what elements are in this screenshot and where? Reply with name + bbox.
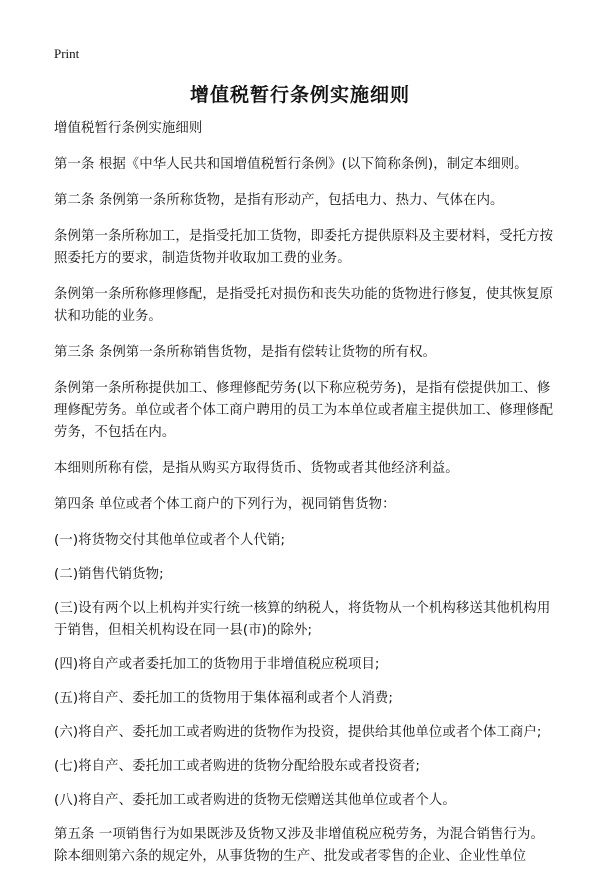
paragraph-article-2: 第二条 条例第一条所称货物，是指有形动产，包括电力、热力、气体在内。 [54, 193, 504, 208]
list-item: (七)将自产、委托加工或者购进的货物分配给股东或者投资者; [54, 759, 421, 774]
paragraph-subtitle: 增值税暂行条例实施细则 [54, 121, 203, 136]
list-item: (一)将货物交付其他单位或者个人代销; [54, 533, 286, 548]
list-item: (六)将自产、委托加工或者购进的货物作为投资，提供给其他单位或者个体工商户; [54, 725, 542, 740]
list-item: (二)销售代销货物; [54, 567, 164, 582]
print-link[interactable]: Print [54, 46, 80, 61]
document-body [54, 118, 554, 882]
paragraph-article-5: 第五条 一项销售行为如果既涉及货物又涉及非增值税应税劳务，为混合销售行为。除本细则第六条的规定外，从事货物的生产、批发或者零售的企业、企业性单位 [54, 827, 545, 864]
paragraph-compensation-definition: 本细则所称有偿，是指从购买方取得货币、货物或者其他经济利益。 [54, 461, 459, 476]
paragraph-processing-definition: 条例第一条所称加工，是指受托加工货物，即委托方提供原料及主要材料，受托方按照委托方的要求，制造货物并收取加工费的业务。 [54, 229, 554, 266]
list-item: (四)将自产或者委托加工的货物用于非增值税应税项目; [54, 657, 380, 672]
document-title: 增值税暂行条例实施细则 [189, 84, 410, 106]
paragraph-taxable-services: 条例第一条所称提供加工、修理修配劳务(以下称应税劳务)，是指有偿提供加工、修理修配劳务。单位或者个体工商户聘用的员工为本单位或者雇主提供加工、修理修配劳务，不包括在内。 [54, 381, 554, 440]
list-item: (八)将自产、委托加工或者购进的货物无偿赠送其他单位或者个人。 [54, 793, 456, 808]
paragraph-article-3: 第三条 条例第一条所称销售货物，是指有偿转让货物的所有权。 [54, 345, 437, 360]
paragraph-article-1: 第一条 根据《中华人民共和国增值税暂行条例》(以下简称条例)，制定本细则。 [54, 157, 528, 172]
paragraph-repair-definition: 条例第一条所称修理修配，是指受托对损伤和丧失功能的货物进行修复，使其恢复原状和功能的业务。 [54, 287, 554, 324]
list-item: (三)设有两个以上机构并实行统一核算的纳税人，将货物从一个机构移送其他机构用于销售，但相关机构设在同一县(市)的除外; [54, 601, 551, 638]
paragraph-article-4: 第四条 单位或者个体工商户的下列行为，视同销售货物： [54, 497, 396, 512]
list-item: (五)将自产、委托加工的货物用于集体福利或者个人消费; [54, 691, 394, 706]
